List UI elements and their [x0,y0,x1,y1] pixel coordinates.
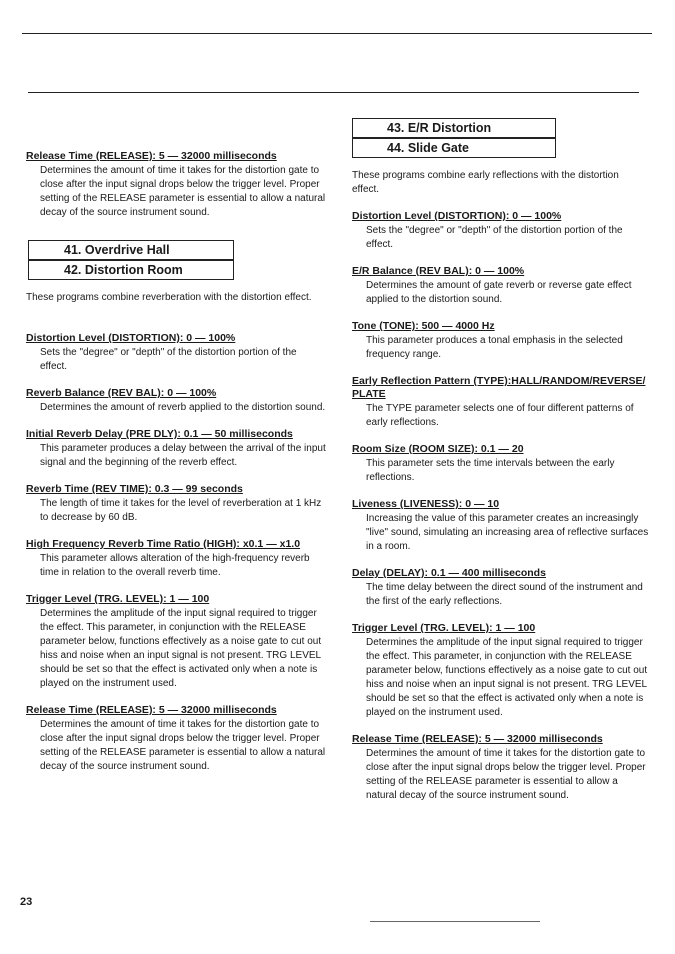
param-description: The time delay between the direct sound of the instrument and the first of the early reflections. [366,582,643,607]
param-entry [352,210,650,252]
param-entry [352,498,650,554]
param-title: Distortion Level (DISTORTION): 0 — 100% [352,210,562,222]
param-title: Distortion Level (DISTORTION): 0 — 100% [26,332,236,344]
param-description: This parameter allows alteration of the high-frequency reverb time in relation to the overall reverb time. [40,553,310,578]
param-description: Sets the "degree" or "depth" of the distortion portion of the effect. [366,225,623,250]
param-title: Reverb Time (REV TIME): 0.3 — 99 seconds [26,483,243,495]
param-title: Release Time (RELEASE): 5 — 32000 milliseconds [352,733,603,745]
param-entry [352,265,650,307]
param-title: Initial Reverb Delay (PRE DLY): 0.1 — 50 milliseconds [26,428,293,440]
param-description: This parameter produces a tonal emphasis in the selected frequency range. [366,335,623,360]
param-description: This parameter sets the time intervals between the early reflections. [366,458,615,483]
program-box-42 [28,260,234,280]
param-title: Early Reflection Pattern (TYPE):HALL/RANDOM/REVERSE/ PLATE [352,375,646,400]
param-title: Trigger Level (TRG. LEVEL): 1 — 100 [352,622,536,634]
param-title: Tone (TONE): 500 — 4000 Hz [352,320,495,332]
param-entry [352,375,650,430]
param-description: Increasing the value of this parameter creates an increasingly "live" sound, simulating an increasing area of reflective surfaces in a room. [366,513,649,552]
page-number: 23 [20,896,33,908]
param-title: Trigger Level (TRG. LEVEL): 1 — 100 [26,593,210,605]
top-edge-rule [22,33,652,34]
param-description: Determines the amount of time it takes for the distortion gate to close after the input signal drops below the trigger level. Proper setting of the RELEASE parameter is essential to allow a natural decay of the source instrument sound. [366,748,646,801]
footer-rule [370,921,540,922]
param-entry [352,320,650,362]
param-title: Release Time (RELEASE): 5 — 32000 milliseconds [26,150,277,162]
param-title: High Frequency Reverb Time Ratio (HIGH): x0.1 — x1.0 [26,538,301,550]
param-description: This parameter produces a delay between the arrival of the input signal and the beginning of the reverb effect. [40,443,326,468]
right-param-list [352,210,650,816]
left-top-param [26,150,326,233]
param-title: Liveness (LIVENESS): 0 — 10 [352,498,500,510]
param-title: Delay (DELAY): 0.1 — 400 milliseconds [352,567,546,579]
param-entry [26,483,326,525]
param-title: Reverb Balance (REV BAL): 0 — 100% [26,387,217,399]
param-title: Release Time (RELEASE): 5 — 32000 milliseconds [26,704,277,716]
param-entry [26,538,326,580]
program-title: 41. Overdrive Hall [64,243,170,257]
param-description: The TYPE parameter selects one of four different patterns of early reflections. [366,403,634,428]
param-description: Determines the amount of gate reverb or reverse gate effect applied to the distortion sound. [366,280,632,305]
header-rule [28,92,639,93]
param-entry [26,428,326,470]
param-entry [352,622,650,720]
param-description: Determines the amount of reverb applied to the distortion sound. [40,402,326,413]
param-description: Determines the amplitude of the input signal required to trigger the effect. This parameter, in conjunction with the RELEASE parameter below, functions effectively as a noise gate to cut out hiss and noise when an input signal is not present. TRG LEVEL should be set so that the effect is activated only when a note is played on the instrument used. [366,637,648,718]
program-title: 43. E/R Distortion [387,121,492,135]
param-entry [352,733,650,803]
param-entry [26,332,326,374]
param-description: The length of time it takes for the level of reverberation at 1 kHz to decrease by 60 dB. [40,498,322,523]
param-entry [26,150,326,220]
left-param-list [26,332,326,787]
param-description: Determines the amount of time it takes for the distortion gate to close after the input signal drops below the trigger level. Proper setting of the RELEASE parameter is essential to allow a natural decay of the source instrument sound. [40,719,326,772]
param-title: E/R Balance (REV BAL): 0 — 100% [352,265,525,277]
param-entry [26,593,326,691]
program-title: 42. Distortion Room [64,263,183,277]
param-entry [352,443,650,485]
param-entry [26,704,326,774]
program-intro: These programs combine early reflections with the distortion effect. [352,170,619,195]
program-box-43 [352,118,556,138]
program-box-44 [352,138,556,158]
param-description: Determines the amplitude of the input signal required to trigger the effect. This parameter, in conjunction with the RELEASE parameter below, functions effectively as a noise gate to cut out hiss and noise when an input signal is not present. TRG LEVEL should be set so that the effect is activated only when a note is played on the instrument used. [40,608,322,689]
param-description: Determines the amount of time it takes for the distortion gate to close after the input signal drops below the trigger level. Proper setting of the RELEASE parameter is essential to allow a natural decay of the source instrument sound. [40,165,326,218]
param-entry [352,567,650,609]
param-entry [26,387,326,415]
program-title: 44. Slide Gate [387,141,469,155]
param-title: Room Size (ROOM SIZE): 0.1 — 20 [352,443,524,455]
param-description: Sets the "degree" or "depth" of the distortion portion of the effect. [40,347,297,372]
program-intro: These programs combine reverberation with the distortion effect. [26,292,312,303]
program-box-41 [28,240,234,260]
